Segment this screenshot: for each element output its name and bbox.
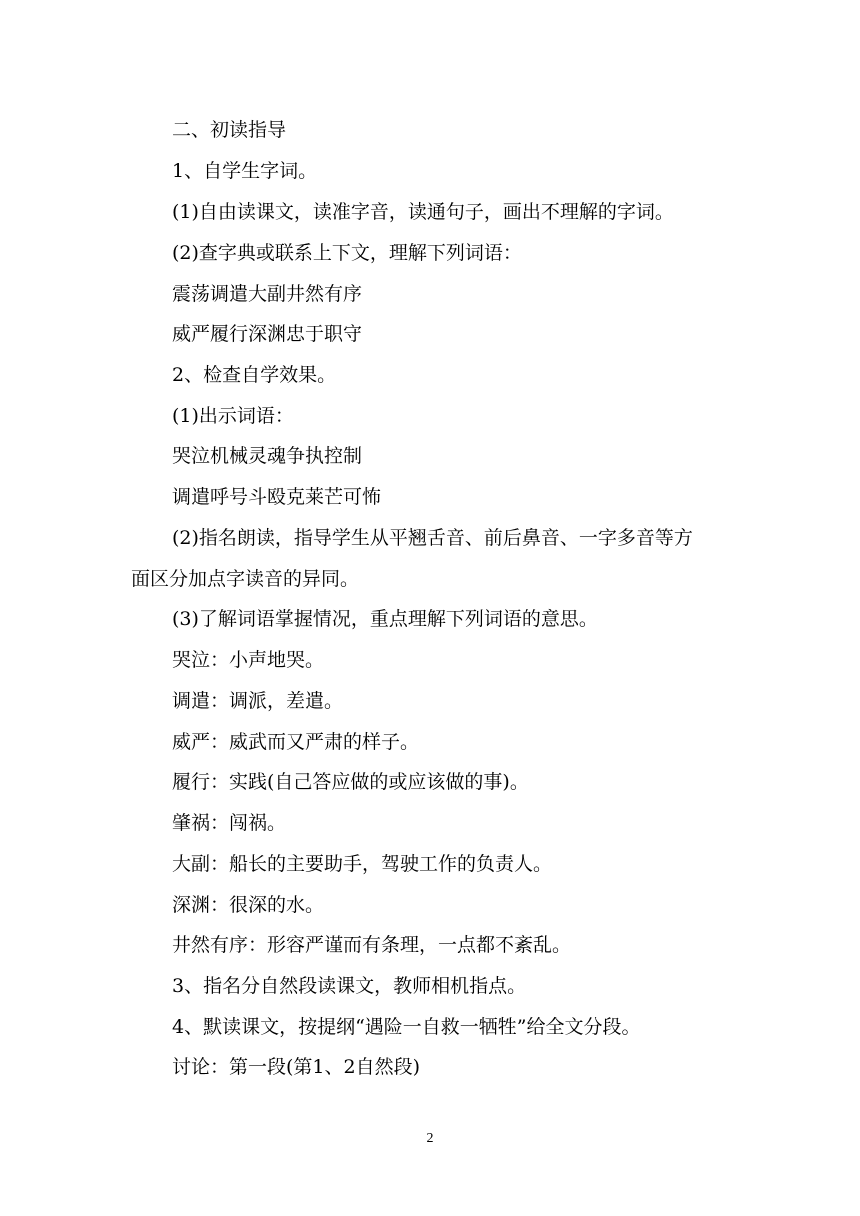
step-heading: 2、检查自学效果。 [172,364,337,386]
definition-line: 大副：船长的主要助手，驾驶工作的负责人。 [172,853,553,875]
step-heading: 4、默读课文，按提纲“遇险一自救一牺牲”给全文分段。 [172,1016,641,1038]
text-line: (2)查字典或联系上下文，理解下列词语： [172,242,522,264]
text-line-continuation: 面区分加点字读音的异同。 [131,568,360,590]
definition-line: 调遣：调派，差遣。 [172,690,344,712]
text-line: 讨论：第一段(第1、2自然段) [172,1056,421,1078]
text-line: (1)出示词语： [172,405,294,427]
word-list: 威严履行深渊忠于职守 [172,323,363,345]
step-heading: 3、指名分自然段读课文，教师相机指点。 [172,975,527,997]
text-line: (1)自由读课文，读准字音，读通句子，画出不理解的字词。 [172,201,674,223]
word-list: 震荡调遣大副井然有序 [172,283,363,305]
section-heading: 二、初读指导 [172,119,287,141]
definition-line: 肇祸：闯祸。 [172,812,287,834]
definition-line: 井然有序：形容严谨而有条理，一点都不紊乱。 [172,934,572,956]
definition-line: 履行：实践(自己答应做的或应该做的事)。 [172,771,529,793]
word-list: 调遣呼号斗殴克莱芒可怖 [172,486,382,508]
word-list: 哭泣机械灵魂争执控制 [172,445,363,467]
definition-line: 深渊：很深的水。 [172,894,325,916]
definition-line: 哭泣：小声地哭。 [172,649,325,671]
page-number: 2 [426,1131,434,1146]
text-line: (3)了解词语掌握情况，重点理解下列词语的意思。 [172,608,598,630]
definition-line: 威严：威武而又严肃的样子。 [172,731,420,753]
text-line: (2)指名朗读，指导学生从平翘舌音、前后鼻音、一字多音等方 [172,527,693,549]
step-heading: 1、自学生字词。 [172,160,318,182]
